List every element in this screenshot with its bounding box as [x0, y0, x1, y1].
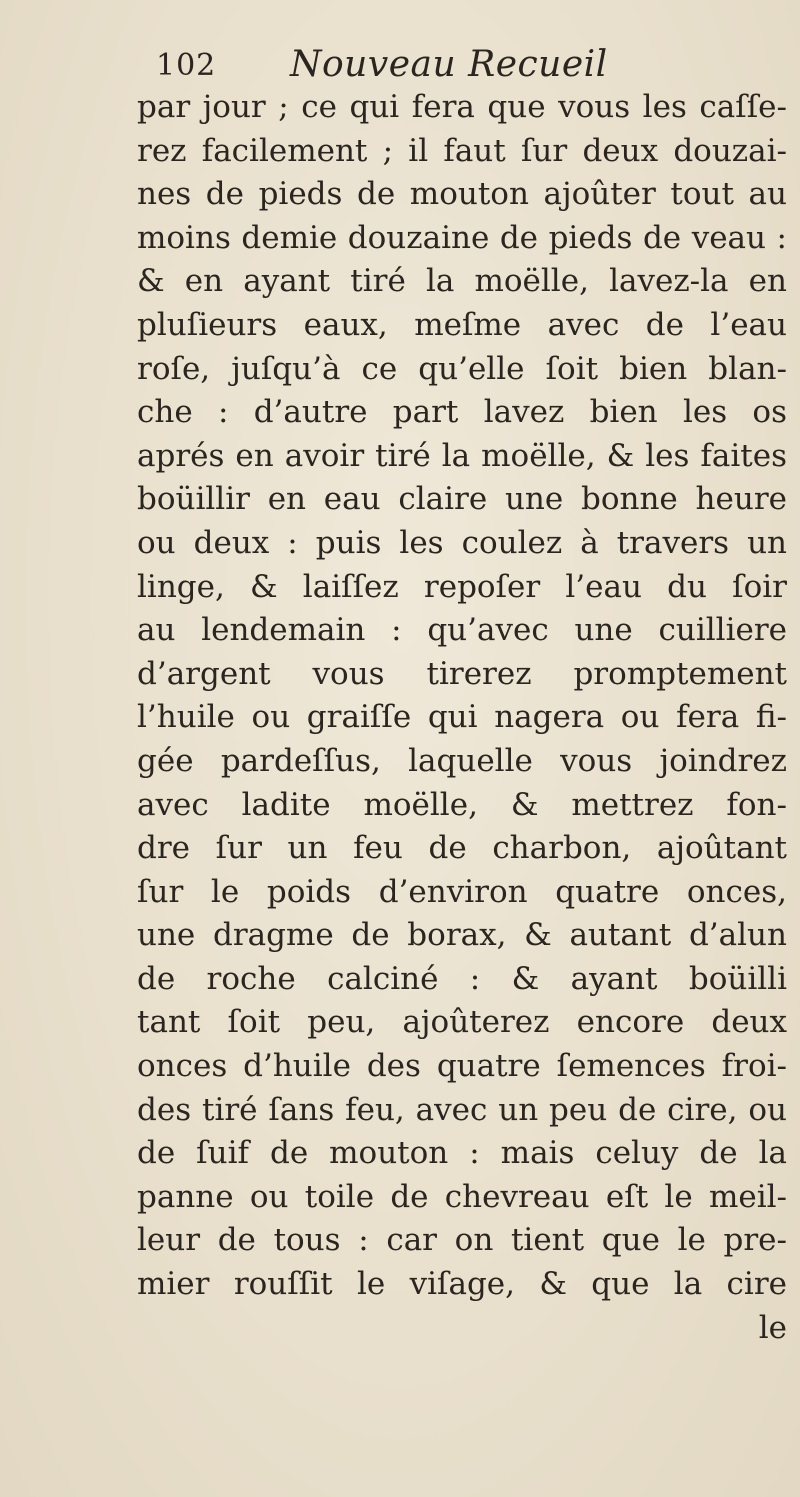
text-line: de roche calciné : & ayant boüilli — [137, 960, 787, 997]
text-line: rez facilement ; il faut ſur deux douzai- — [137, 132, 787, 169]
text-line: ſur le poids d’environ quatre onces, — [137, 873, 787, 910]
text-line: ou deux : puis les coulez à travers un — [137, 524, 787, 561]
text-line: de ſuif de mouton : mais celuy de la — [137, 1135, 787, 1172]
body-text — [137, 86, 787, 1350]
text-line: des tiré ſans feu, avec un peu de cire, ou — [137, 1091, 787, 1128]
text-line: mier rouſſit le viſage, & que la cire — [137, 1266, 787, 1303]
text-line: tant ſoit peu, ajoûterez encore deux — [137, 1004, 787, 1041]
text-line: d’argent vous tirerez promptement — [137, 655, 787, 692]
text-line: moins demie douzaine de pieds de veau : — [137, 219, 787, 256]
text-line: linge, & laiſſez repoſer l’eau du ſoir — [137, 568, 787, 605]
text-line: par jour ; ce qui fera que vous les caſſe- — [137, 89, 787, 125]
text-line: & en ayant tiré la moëlle, lavez-la en — [137, 263, 787, 300]
text-line: leur de tous : car on tient que le pre- — [137, 1222, 787, 1259]
text-line: dre ſur un feu de charbon, ajoûtant — [137, 830, 787, 867]
text-line: aprés en avoir tiré la moëlle, & les faites — [137, 437, 787, 474]
text-line: che : d’autre part lavez bien les os — [137, 394, 787, 431]
text-line: roſe, juſqu’à ce qu’elle ſoit bien blan- — [137, 350, 787, 387]
catchword: le — [758, 1309, 787, 1346]
text-line: gée pardeſſus, laquelle vous joindrez — [137, 742, 787, 779]
text-line: au lendemain : qu’avec une cuilliere — [137, 612, 787, 649]
text-line: boüillir en eau claire une bonne heure — [137, 481, 787, 518]
running-title: Nouveau Recueil — [290, 44, 608, 85]
text-line: avec ladite moëlle, & mettrez fon- — [137, 786, 787, 823]
text-line: nes de pieds de mouton ajoûter tout au — [137, 176, 787, 213]
text-line: pluſieurs eaux, meſme avec de l’eau — [137, 306, 787, 343]
text-line: onces d’huile des quatre ſemences froi- — [137, 1048, 787, 1085]
page-number: 102 — [156, 48, 217, 83]
text-line: panne ou toile de chevreau eſt le meil- — [137, 1178, 787, 1215]
text-line: une dragme de borax, & autant d’alun — [137, 917, 787, 954]
text-line: l’huile ou graiſſe qui nagera ou fera fi- — [137, 699, 787, 736]
